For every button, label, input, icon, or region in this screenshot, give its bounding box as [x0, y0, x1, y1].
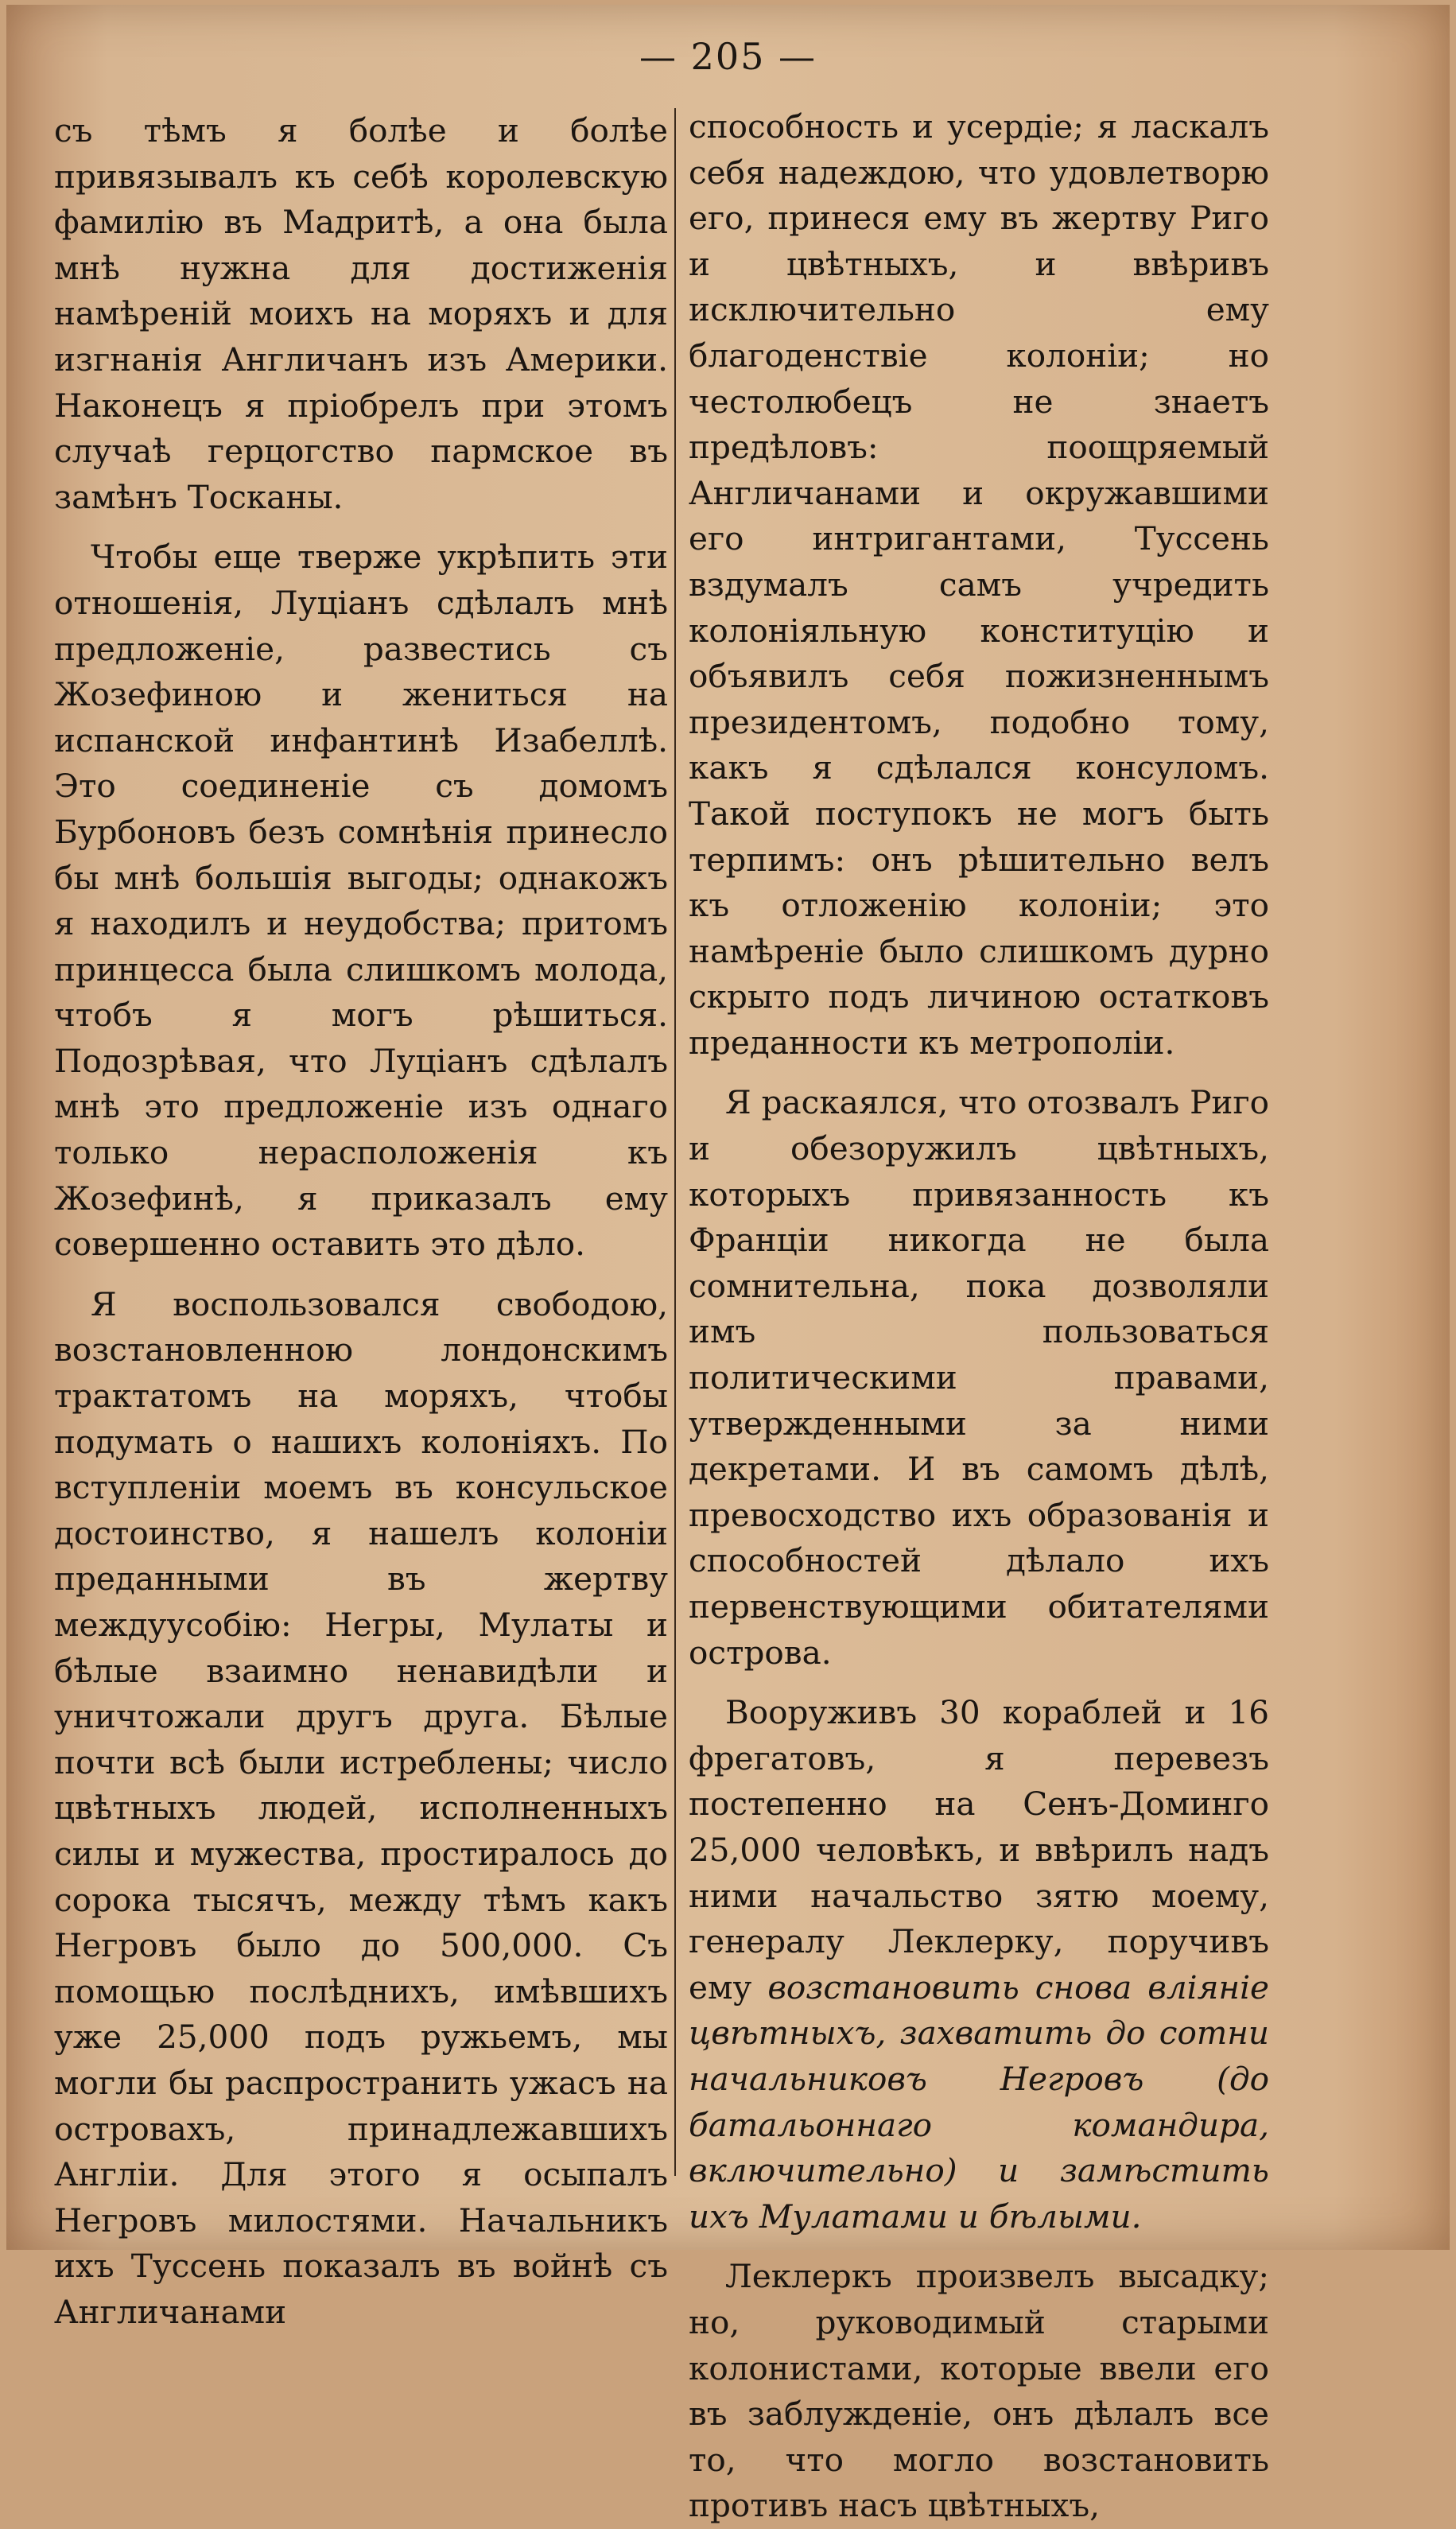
right-paragraph-3-text: Вооруживъ 30 кораблей и 16 фрегатовъ, я перевезъ постепенно на Сенъ-Доминго 25,000 человѣкъ, и ввѣрилъ надъ ними начальство зятю моему, генералу Леклерку, поручивъ ему	[689, 1693, 1269, 2006]
right-paragraph-3-italic: возстановить снова вліяніе цвѣтныхъ, захватить до сотни начальниковъ Негровъ (до батальоннаго командира, включительно) и замѣстить ихъ Мулатами и бѣлыми.	[689, 1968, 1269, 2236]
right-paragraph-2: Я раскаялся, что отозвалъ Риго и обезоружилъ цвѣтныхъ, которыхъ привязанность къ Франціи никогда не была сомнительна, пока дозволяли имъ пользоваться политическими правами, утвержденными за ними декретами. И въ самомъ дѣлѣ, превосходство ихъ образованія и способностей дѣлало ихъ первенствующими обитателями острова.	[689, 1083, 1269, 1672]
right-paragraph-3	[689, 1690, 1269, 2240]
left-paragraph-2: Чтобы еще тверже укрѣпить эти отношенія, Луціанъ сдѣлалъ мнѣ предложеніе, развестись съ Жозефиною и жениться на испанской инфантинѣ Изабеллѣ. Это соединеніе съ домомъ Бурбоновъ безъ сомнѣнія принесло бы мнѣ большія выгоды; однакожъ я находилъ и неудобства; притомъ принцесса была слишкомъ молода, чтобъ я могъ рѣшиться. Подозрѣвая, что Луціанъ сдѣлалъ мнѣ это предложеніе изъ однаго только нерасположенія къ Жозефинѣ, я приказалъ ему совершенно оставить это дѣло.	[54, 538, 668, 1264]
book-page	[6, 5, 1450, 2525]
left-paragraph-1: съ тѣмъ я болѣе и болѣе привязывалъ къ себѣ королевскую фамилію въ Мадритѣ, а она была мнѣ нужна для достиженія намѣреній моихъ на моряхъ и для изгнанія Англичанъ изъ Америки. Наконецъ я пріобрелъ при этомъ случаѣ герцогство пармское въ замѣнъ Тосканы.	[54, 111, 668, 516]
left-paragraph-3: Я воспользовался свободою, возстановленною лондонскимъ трактатомъ на моряхъ, чтобы подумать о нашихъ колоніяхъ. По вступленіи моемъ въ консульское достоинство, я нашелъ колоніи преданными въ жертву междуусобію: Негры, Мулаты и бѣлые взаимно ненавидѣли и уничтожали другъ друга. Бѣлые почти всѣ были истреблены; число цвѣтныхъ людей, исполненныхъ силы и мужества, простиралось до сорока тысячъ, между тѣмъ какъ Негровъ было до 500,000. Съ помощью послѣднихъ, имѣвшихъ уже 25,000 подъ ружьемъ, мы могли бы распространить ужасъ на островахъ, принадлежавшихъ Англіи. Для этого я осыпалъ Негровъ милостями. Начальникъ ихъ Туссень показалъ въ войнѣ съ Англичанами	[54, 1284, 668, 2331]
column-divider	[674, 108, 676, 2176]
left-column	[54, 108, 668, 2336]
right-paragraph-1: способность и усердіе; я ласкалъ себя надеждою, что удовлетворю его, принеся ему въ жертву Риго и цвѣтныхъ, и ввѣривъ исключительно ему благоденствіе колоніи; но честолюбецъ не знаетъ предѣловъ: поощряемый Англичанами и окружавшими его интригантами, Туссень вздумалъ самъ учредить колоніяльную конституцію и объявилъ себя пожизненнымъ президентомъ, подобно тому, какъ я сдѣлался консуломъ. Такой поступокъ не могъ быть терпимъ: онъ рѣшительно велъ къ отложенію колоніи; это намѣреніе было слишкомъ дурно скрыто подъ личиною остатковъ преданности къ метрополіи.	[689, 107, 1269, 1062]
right-paragraph-4: Леклеркъ произвелъ высадку; но, руководимый старыми колонистами, которые ввели его въ заблужденіе, онъ дѣлалъ все то, что могло возстановить противъ насъ цвѣтныхъ,	[689, 2257, 1269, 2525]
right-column	[689, 104, 1269, 2529]
page-number: — 205 —	[639, 35, 817, 78]
